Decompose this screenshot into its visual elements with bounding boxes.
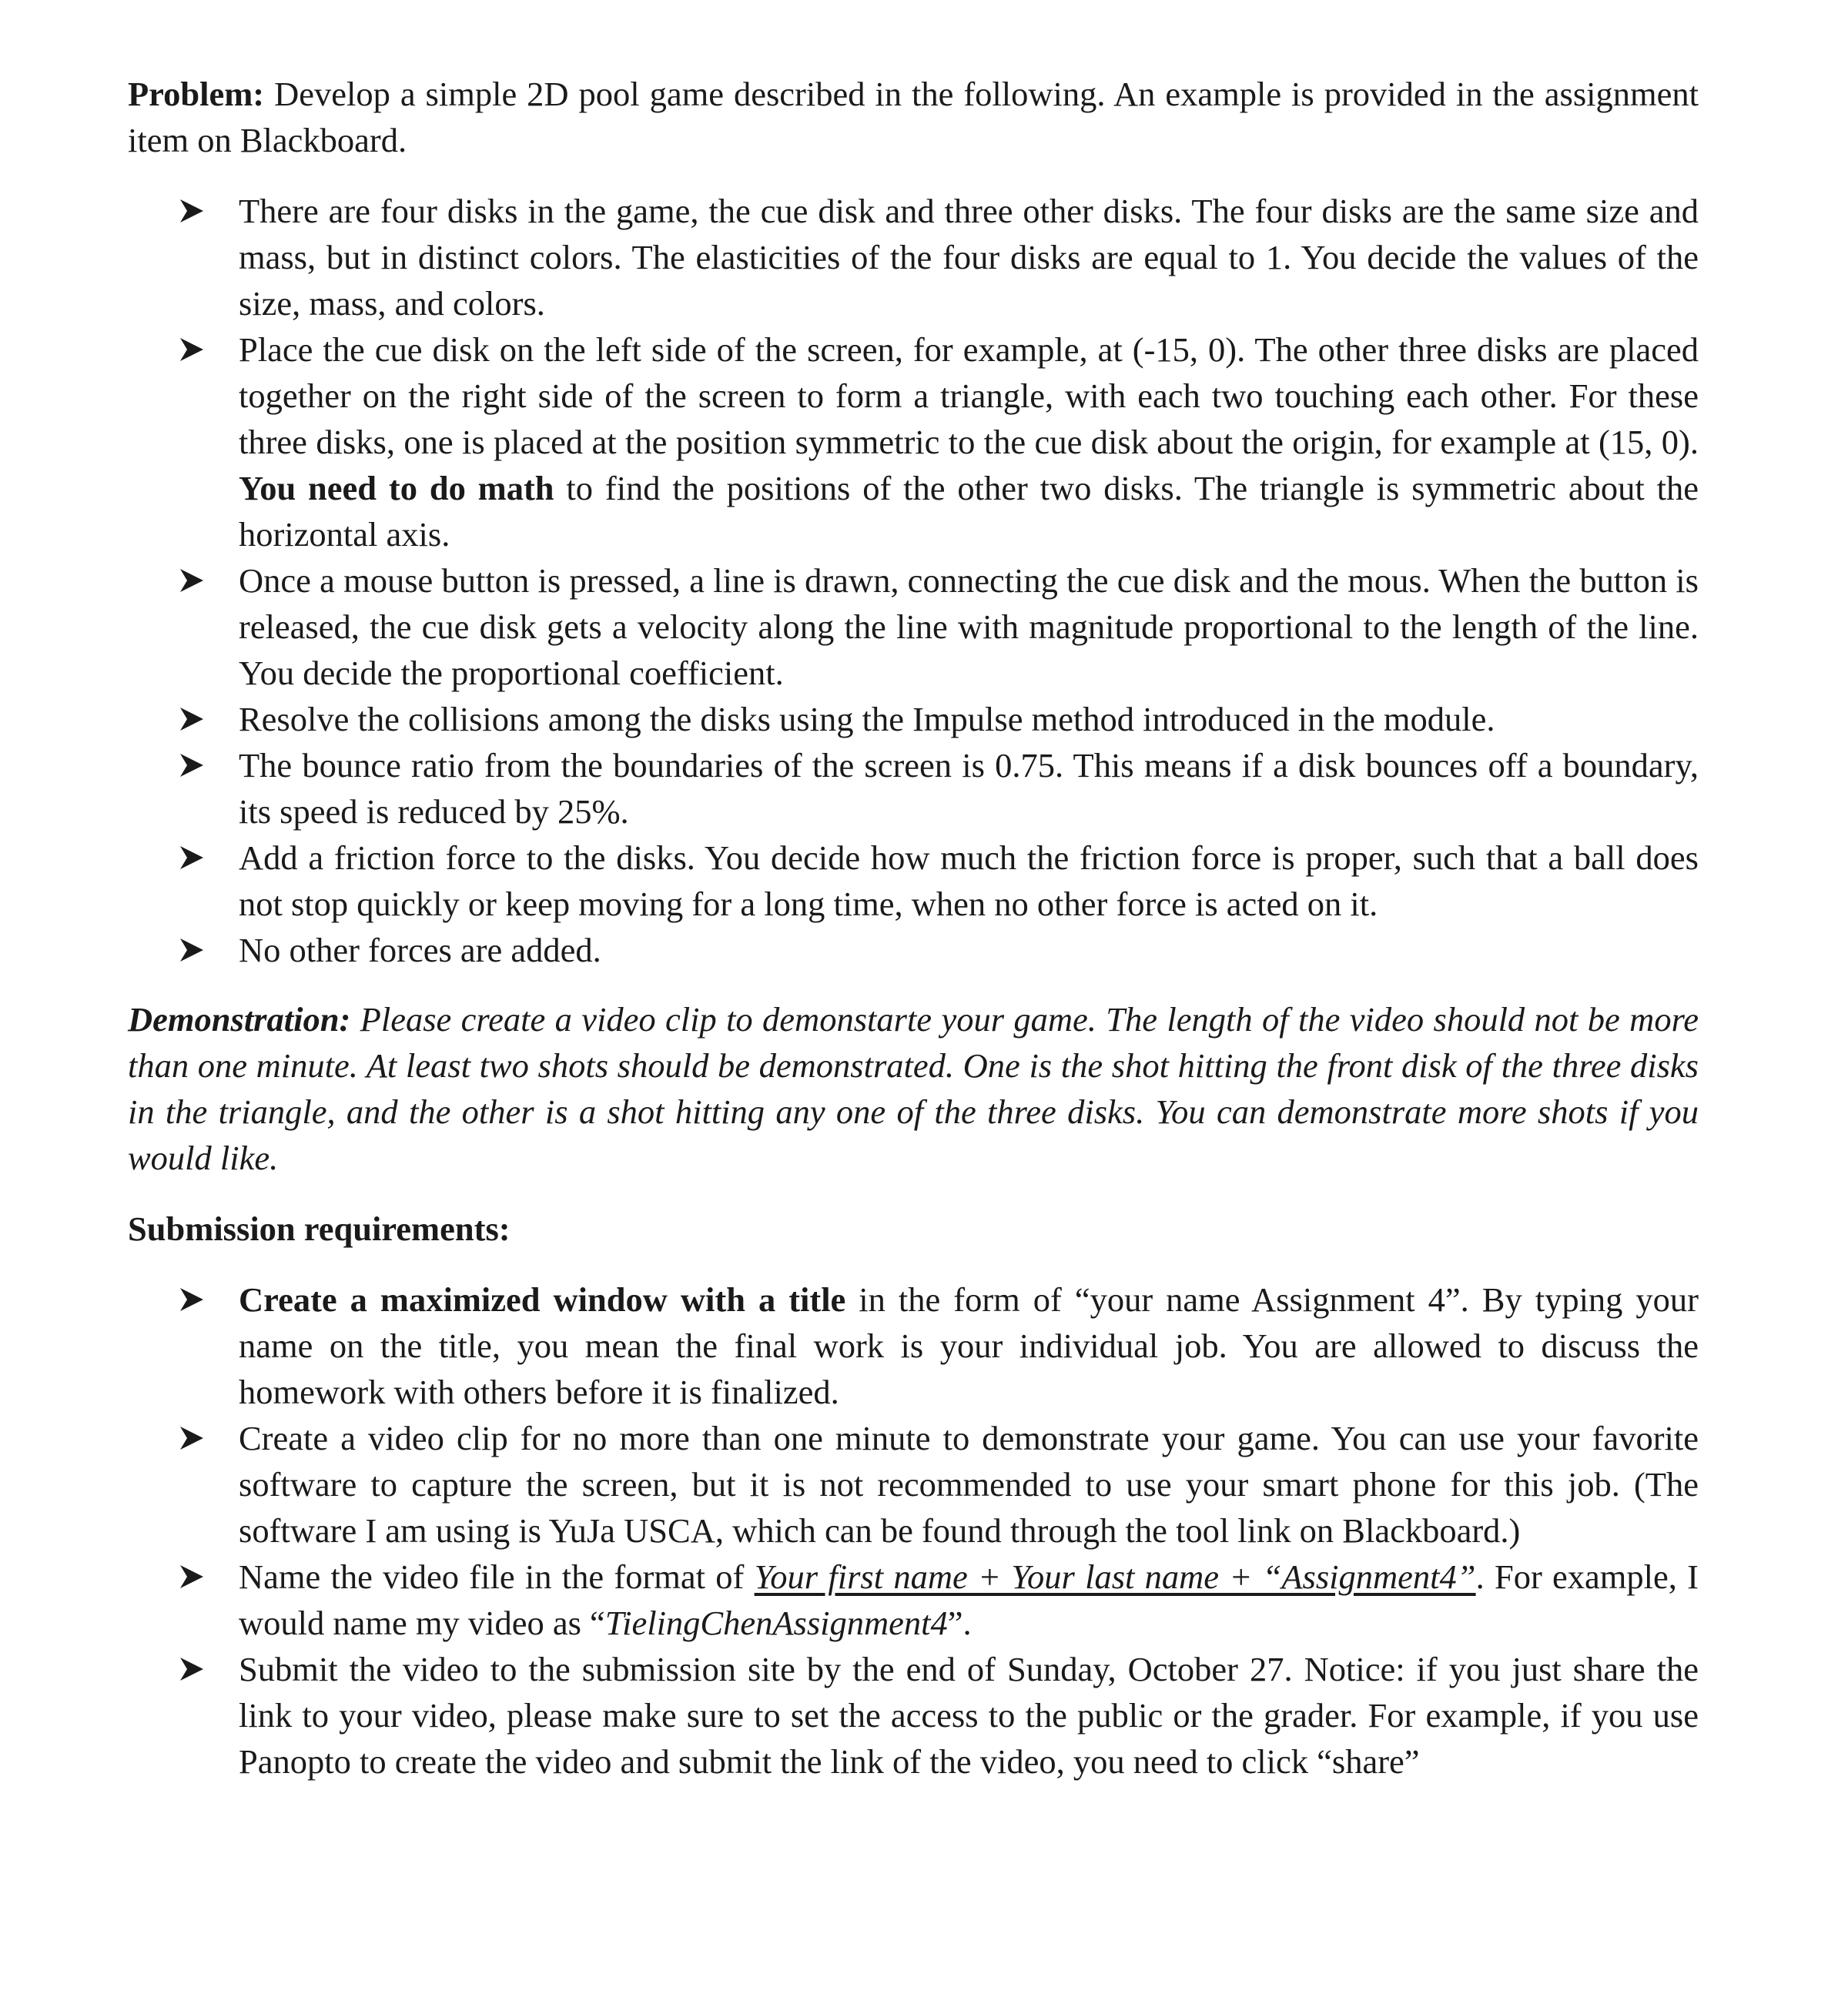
submission-text: Create a video clip for no more than one minute to demonstrate your game. You can use your favorite software to capture the screen, but it is not recommended to use your smart phone for this job. (The software I am using is YuJa USCA, which can be found through the tool link on Blackboard.) [239,1419,1699,1550]
submission-heading: Submission requirements: [128,1209,511,1248]
arrowhead-bullet-icon [179,1425,205,1451]
requirement-text: Place the cue disk on the left side of the screen, for example, at (-15, 0). The other three disks are placed together on the right side of the screen to form a triangle, with each two touching each other. For these three disks, one is placed at the position symmetric to the cue disk about the origin, for example at (15, 0). [239,330,1699,461]
arrowhead-bullet-icon [179,198,205,224]
list-item [239,1554,1699,1646]
list-item [239,696,1699,742]
submission-text: Submit the video to the submission site by the end of Sunday, October 27. Notice: if you just share the link to your video, please make sure to set the access to the public or the grader. For example, if you use Panopto to create the video and submit the link of the video, you need to click “share” [239,1650,1699,1781]
arrowhead-bullet-icon [179,336,205,363]
arrowhead-bullet-icon [179,1564,205,1590]
problem-label: Problem: [128,75,265,113]
submission-text: . For example, I would name my video as “ [239,1557,1699,1642]
list-item [239,835,1699,927]
arrowhead-bullet-icon [179,1656,205,1682]
arrowhead-bullet-icon [179,845,205,871]
arrowhead-bullet-icon [179,706,205,732]
demonstration-paragraph [128,996,1699,1181]
requirement-text: The bounce ratio from the boundaries of the screen is 0.75. This means if a disk bounces off a boundary, its speed is reduced by 25%. [239,746,1699,831]
requirement-text: Once a mouse button is pressed, a line is drawn, connecting the cue disk and the mous. When the button is released, the cue disk gets a velocity along the line with magnitude proportional to the length of the line. You decide the proportional coefficient. [239,561,1699,692]
demonstration-text: Please create a video clip to demonstarte your game. The length of the video should not be more than one minute. At least two shots should be demonstrated. One is the shot hitting the front disk of the three disks in the triangle, and the other is a shot hitting any one of the three disks. You can demonstrate more shots if you would like. [128,1000,1699,1177]
list-item [239,1415,1699,1554]
arrowhead-bullet-icon [179,567,205,594]
submission-text: ”. [947,1604,972,1642]
filename-example: TielingChenAssignment4 [604,1604,948,1642]
list-item [239,326,1699,557]
submission-text: in the form of “your name Assignment 4”. By typing your name on the title, you mean the final work is your individual job. You are allowed to discuss the homework with others before it is finalized. [239,1280,1699,1411]
submission-text: Name the video file in the format of [239,1557,755,1596]
requirement-text: No other forces are added. [239,931,601,969]
requirement-text: Resolve the collisions among the disks using the Impulse method introduced in the module. [239,700,1495,738]
list-item [239,927,1699,973]
list-item [239,557,1699,696]
requirements-list [128,188,1699,973]
list-item [239,1276,1699,1415]
list-item [239,742,1699,835]
submission-list [128,1276,1699,1785]
requirement-text: Add a friction force to the disks. You decide how much the friction force is proper, such that a ball does not stop quickly or keep moving for a long time, when no other force is acted on it. [239,838,1699,923]
list-item [239,188,1699,326]
problem-text: Develop a simple 2D pool game described in the following. An example is provided in the assignment item on Blackboard. [128,75,1699,159]
demonstration-label: Demonstration: [128,1000,351,1039]
filename-format: Your first name + Your last name + “Assignment4” [754,1557,1476,1596]
requirement-text: There are four disks in the game, the cue disk and three other disks. The four disks are the same size and mass, but in distinct colors. The elasticities of the four disks are equal to 1. You decide the values of the size, mass, and colors. [239,192,1699,323]
arrowhead-bullet-icon [179,937,205,963]
requirement-emphasis: You need to do math [239,469,554,507]
arrowhead-bullet-icon [179,752,205,778]
arrowhead-bullet-icon [179,1286,205,1313]
list-item [239,1646,1699,1785]
problem-paragraph [128,71,1699,163]
requirement-text: to find the positions of the other two disks. The triangle is symmetric about the horizontal axis. [239,469,1699,554]
submission-emphasis: Create a maximized window with a title [239,1280,846,1319]
